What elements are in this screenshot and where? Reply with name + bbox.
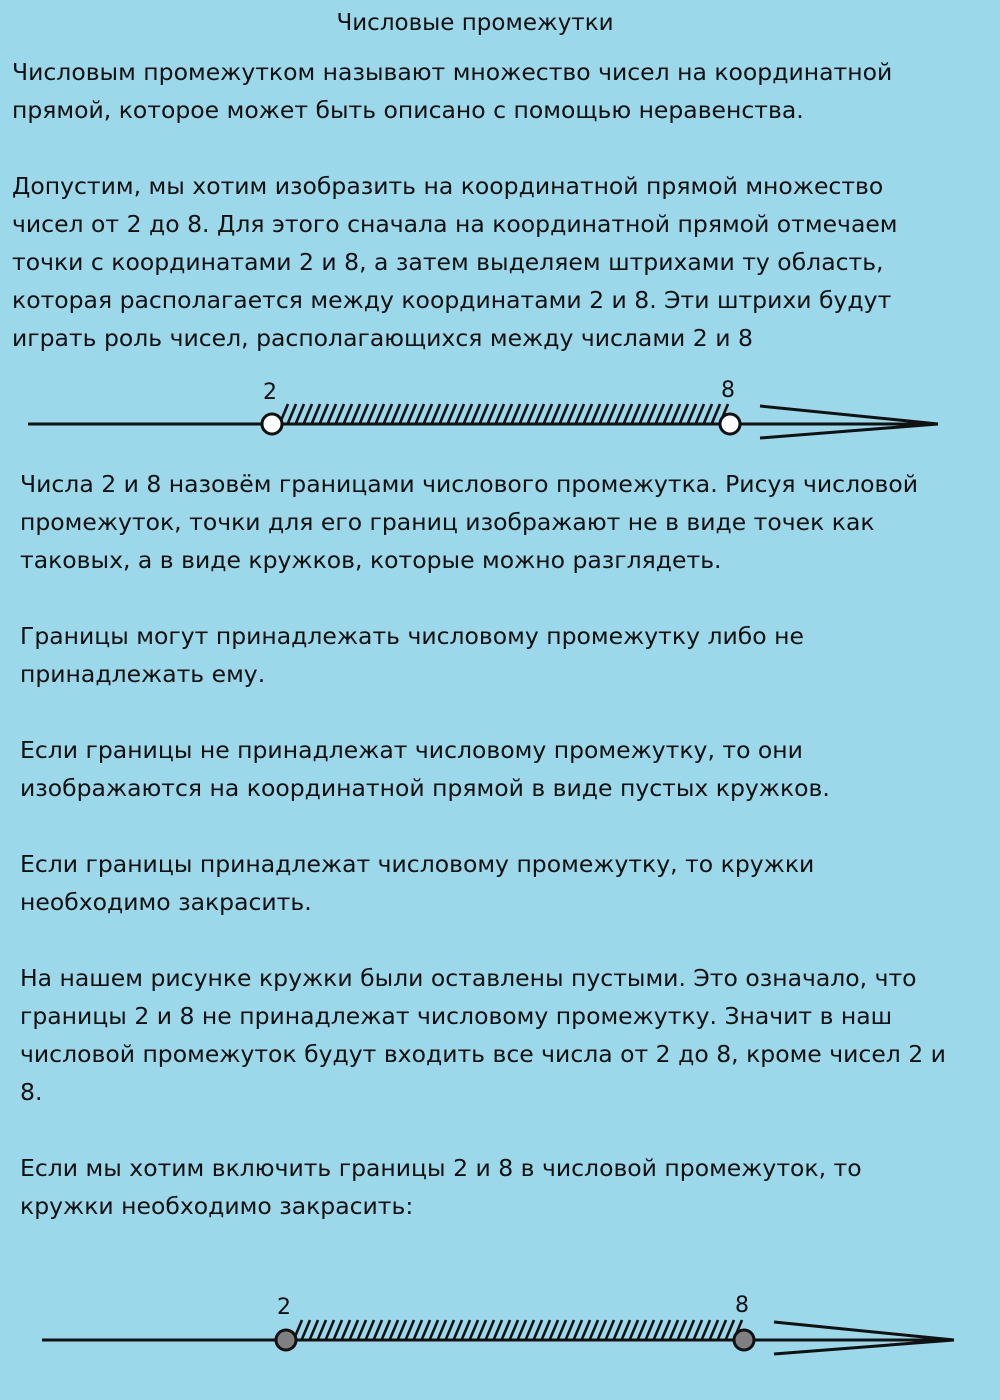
hatch-stroke bbox=[424, 404, 432, 423]
hatch-stroke bbox=[704, 404, 712, 423]
paragraph-boundaries: Числа 2 и 8 назовём границами числового промежутка. Рисуя числовой промежуток, точки для его границ изображают не в виде точек как таковых, а в виде кружков, которые можно разглядеть. bbox=[20, 470, 918, 574]
hatch-stroke bbox=[520, 404, 528, 423]
paragraph-conclusion: На нашем рисунке кружки были оставлены пустыми. Это означало, что границы 2 и 8 не принадлежат числовому промежутку. Значит в наш числовой промежуток будут входить все числа от 2 до 8, кроме чисел 2 и 8. bbox=[20, 964, 946, 1106]
hatch-stroke bbox=[648, 404, 656, 423]
right-boundary-label: 8 bbox=[735, 1293, 749, 1318]
hatch-stroke bbox=[352, 404, 360, 423]
hatch-stroke bbox=[494, 1320, 502, 1339]
paragraph-example: Допустим, мы хотим изобразить на координатной прямой множество чисел от 2 до 8. Для этого сначала на координатной прямой отмечаем точки с координатами 2 и 8, а затем выделяем штрихами ту область, которая располагается между координатами 2 и 8. Эти штрихи будут играть роль чисел, располагающихся между числами 2 и 8 bbox=[12, 172, 898, 352]
hatch-stroke bbox=[472, 404, 480, 423]
hatch-stroke bbox=[542, 1320, 550, 1339]
left-boundary-label: 2 bbox=[263, 380, 277, 405]
hatch-stroke bbox=[312, 404, 320, 423]
hatch-stroke bbox=[702, 1320, 710, 1339]
hatch-stroke bbox=[326, 1320, 334, 1339]
arrow-head-upper bbox=[774, 1322, 954, 1340]
hatch-stroke bbox=[560, 404, 568, 423]
hatch-stroke bbox=[678, 1320, 686, 1339]
hatch-stroke bbox=[504, 404, 512, 423]
hatch-stroke bbox=[462, 1320, 470, 1339]
hatch-stroke bbox=[478, 1320, 486, 1339]
hatch-stroke bbox=[606, 1320, 614, 1339]
hatch-stroke bbox=[318, 1320, 326, 1339]
hatch-stroke bbox=[486, 1320, 494, 1339]
hatch-stroke bbox=[456, 404, 464, 423]
hatch-stroke bbox=[310, 1320, 318, 1339]
number-line-open bbox=[0, 370, 1000, 450]
hatch-stroke bbox=[438, 1320, 446, 1339]
hatch-stroke bbox=[414, 1320, 422, 1339]
hatch-stroke bbox=[566, 1320, 574, 1339]
hatch-stroke bbox=[416, 404, 424, 423]
hatch-stroke bbox=[398, 1320, 406, 1339]
hatch-stroke bbox=[528, 404, 536, 423]
hatch-stroke bbox=[536, 404, 544, 423]
hatch-stroke bbox=[454, 1320, 462, 1339]
hatch-stroke bbox=[534, 1320, 542, 1339]
number-line-closed bbox=[0, 1286, 1000, 1366]
hatch-stroke bbox=[496, 404, 504, 423]
hatch-stroke bbox=[710, 1320, 718, 1339]
hatch-stroke bbox=[392, 404, 400, 423]
hatch-stroke bbox=[688, 404, 696, 423]
hatch-stroke bbox=[592, 404, 600, 423]
hatch-stroke bbox=[342, 1320, 350, 1339]
hatch-stroke bbox=[680, 404, 688, 423]
hatch-stroke bbox=[376, 404, 384, 423]
hatch-stroke bbox=[640, 404, 648, 423]
paragraph-open-circles: Если границы не принадлежат числовому промежутку, то они изображаются на координатной прямой в виде пустых кружков. bbox=[20, 736, 830, 802]
hatch-stroke bbox=[512, 404, 520, 423]
hatch-stroke bbox=[664, 404, 672, 423]
paragraph-definition: Числовым промежутком называют множество чисел на координатной прямой, которое может быть описано с помощью неравенства. bbox=[12, 58, 893, 124]
hatch-stroke bbox=[558, 1320, 566, 1339]
hatch-stroke bbox=[480, 404, 488, 423]
hatch-stroke bbox=[382, 1320, 390, 1339]
hatch-stroke bbox=[368, 404, 376, 423]
right-boundary-point bbox=[720, 414, 740, 434]
hatch-stroke bbox=[622, 1320, 630, 1339]
arrow-head-upper bbox=[760, 406, 938, 424]
hatch-stroke bbox=[302, 1320, 310, 1339]
hatch-stroke bbox=[406, 1320, 414, 1339]
paragraph-include-boundaries: Если мы хотим включить границы 2 и 8 в числовой промежуток, то кружки необходимо закрасить: bbox=[20, 1154, 862, 1220]
hatch-stroke bbox=[582, 1320, 590, 1339]
page-title: Числовые промежутки bbox=[336, 10, 614, 36]
hatch-stroke bbox=[320, 404, 328, 423]
hatch-stroke bbox=[726, 1320, 734, 1339]
right-boundary-point bbox=[734, 1330, 754, 1350]
hatch-stroke bbox=[488, 404, 496, 423]
hatch-stroke bbox=[584, 404, 592, 423]
hatch-stroke bbox=[446, 1320, 454, 1339]
hatch-stroke bbox=[696, 404, 704, 423]
hatch-stroke bbox=[624, 404, 632, 423]
hatch-stroke bbox=[390, 1320, 398, 1339]
hatch-stroke bbox=[646, 1320, 654, 1339]
hatch-stroke bbox=[430, 1320, 438, 1339]
hatch-stroke bbox=[550, 1320, 558, 1339]
hatch-stroke bbox=[440, 404, 448, 423]
hatch-stroke bbox=[632, 404, 640, 423]
hatch-stroke bbox=[358, 1320, 366, 1339]
hatch-stroke bbox=[672, 404, 680, 423]
hatch-stroke bbox=[374, 1320, 382, 1339]
hatch-stroke bbox=[288, 404, 296, 423]
hatching bbox=[294, 1320, 742, 1339]
hatch-stroke bbox=[590, 1320, 598, 1339]
hatch-stroke bbox=[360, 404, 368, 423]
paragraph-membership: Границы могут принадлежать числовому промежутку либо не принадлежать ему. bbox=[20, 622, 804, 688]
hatch-stroke bbox=[670, 1320, 678, 1339]
hatch-stroke bbox=[422, 1320, 430, 1339]
hatch-stroke bbox=[432, 404, 440, 423]
hatch-stroke bbox=[304, 404, 312, 423]
right-boundary-label: 8 bbox=[721, 378, 735, 403]
hatch-stroke bbox=[384, 404, 392, 423]
arrow-head-lower bbox=[774, 1340, 954, 1354]
hatch-stroke bbox=[328, 404, 336, 423]
hatch-stroke bbox=[510, 1320, 518, 1339]
hatch-stroke bbox=[366, 1320, 374, 1339]
hatch-stroke bbox=[574, 1320, 582, 1339]
hatch-stroke bbox=[568, 404, 576, 423]
hatch-stroke bbox=[350, 1320, 358, 1339]
hatch-stroke bbox=[686, 1320, 694, 1339]
hatch-stroke bbox=[712, 404, 720, 423]
hatch-stroke bbox=[526, 1320, 534, 1339]
hatch-stroke bbox=[552, 404, 560, 423]
hatch-stroke bbox=[400, 404, 408, 423]
hatch-stroke bbox=[470, 1320, 478, 1339]
hatch-stroke bbox=[638, 1320, 646, 1339]
hatch-stroke bbox=[448, 404, 456, 423]
hatch-stroke bbox=[296, 404, 304, 423]
hatch-stroke bbox=[614, 1320, 622, 1339]
hatch-stroke bbox=[334, 1320, 342, 1339]
hatch-stroke bbox=[718, 1320, 726, 1339]
hatch-stroke bbox=[662, 1320, 670, 1339]
left-boundary-label: 2 bbox=[277, 1295, 291, 1320]
hatch-stroke bbox=[630, 1320, 638, 1339]
hatch-stroke bbox=[464, 404, 472, 423]
hatch-stroke bbox=[344, 404, 352, 423]
hatch-stroke bbox=[576, 404, 584, 423]
arrow-head-lower bbox=[760, 424, 938, 438]
hatch-stroke bbox=[336, 404, 344, 423]
paragraph-filled-circles: Если границы принадлежат числовому промежутку, то кружки необходимо закрасить. bbox=[20, 850, 815, 916]
left-boundary-point bbox=[276, 1330, 296, 1350]
hatching bbox=[280, 404, 728, 423]
hatch-stroke bbox=[502, 1320, 510, 1339]
hatch-stroke bbox=[608, 404, 616, 423]
hatch-stroke bbox=[654, 1320, 662, 1339]
hatch-stroke bbox=[518, 1320, 526, 1339]
left-boundary-point bbox=[262, 414, 282, 434]
hatch-stroke bbox=[544, 404, 552, 423]
hatch-stroke bbox=[694, 1320, 702, 1339]
hatch-stroke bbox=[656, 404, 664, 423]
hatch-stroke bbox=[598, 1320, 606, 1339]
hatch-stroke bbox=[616, 404, 624, 423]
hatch-stroke bbox=[600, 404, 608, 423]
hatch-stroke bbox=[408, 404, 416, 423]
